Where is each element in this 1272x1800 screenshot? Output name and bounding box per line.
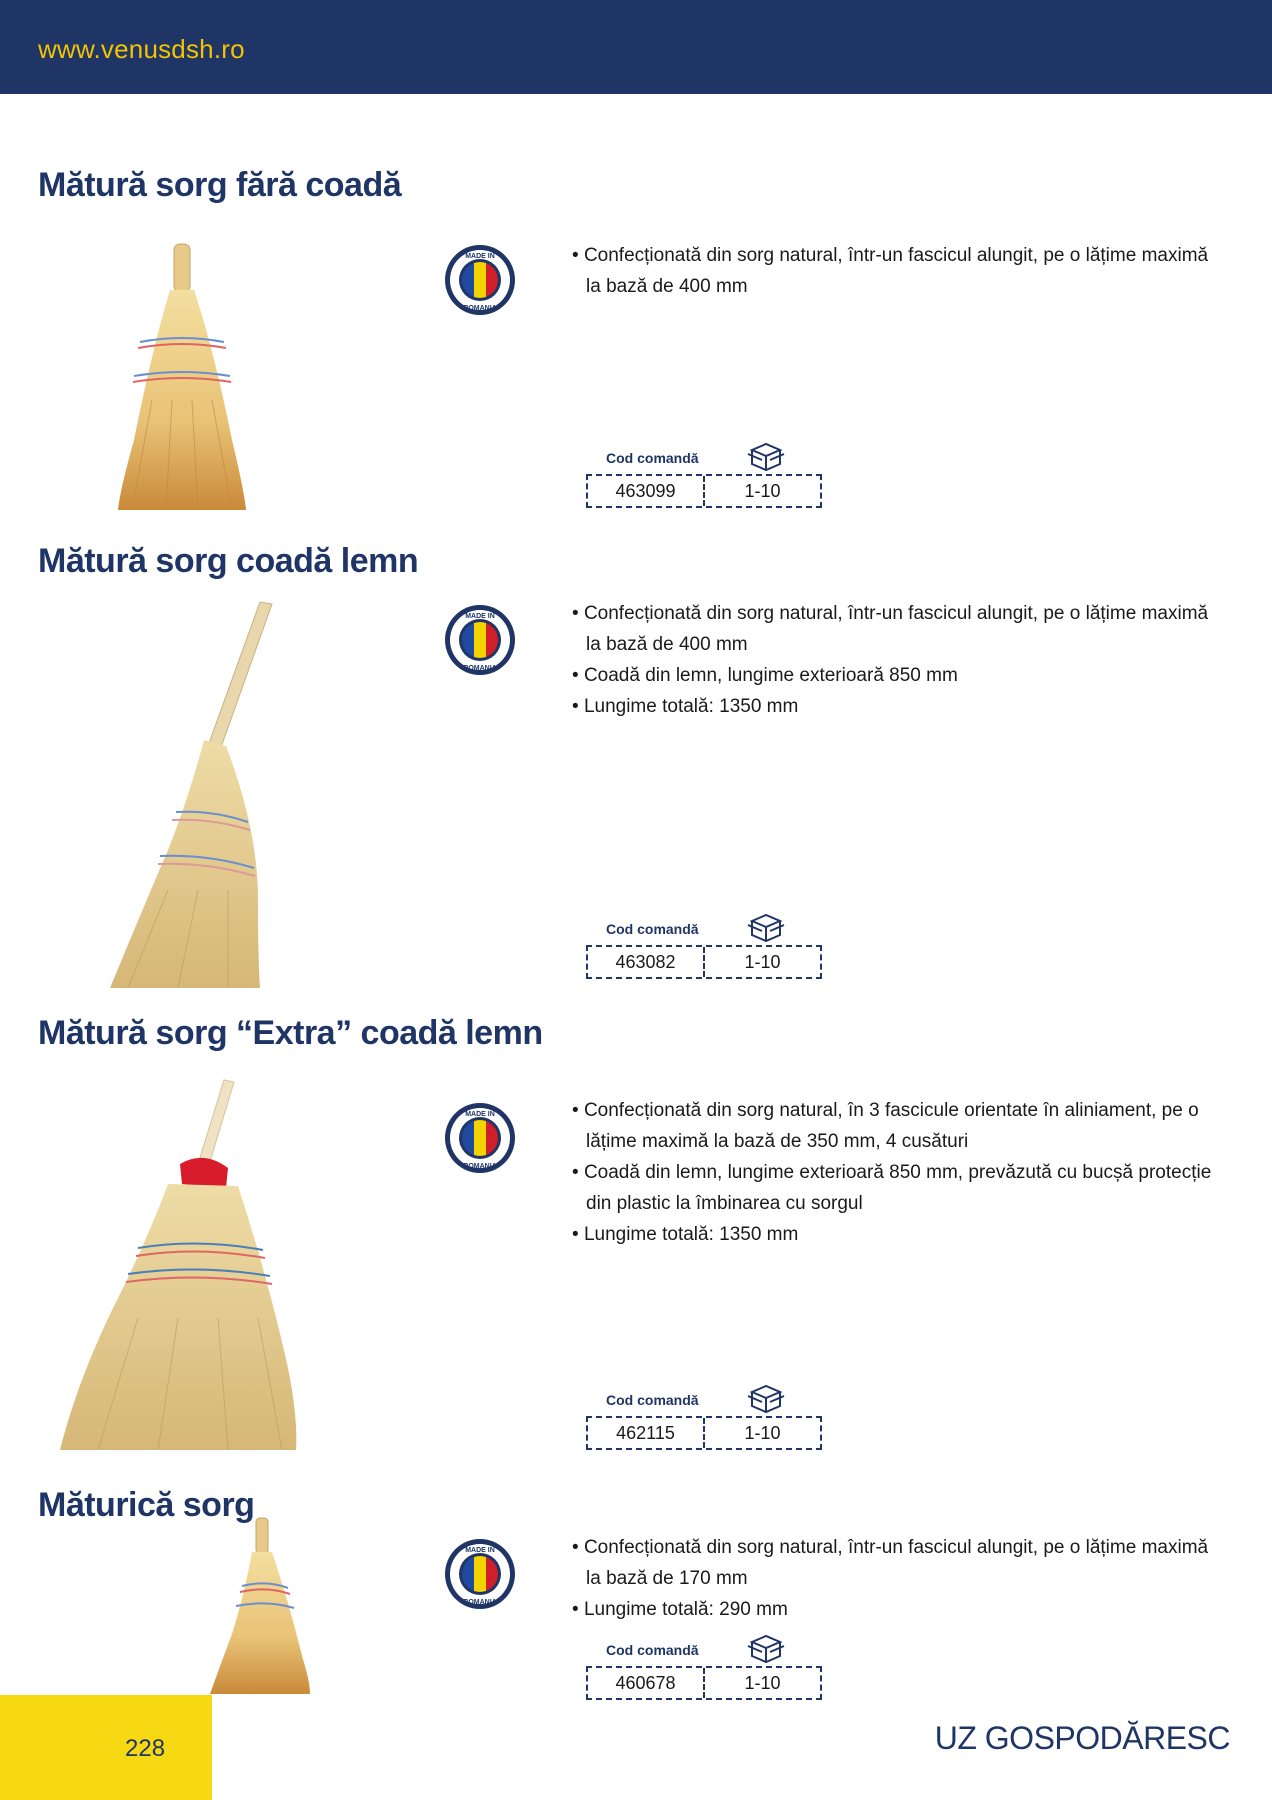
small-broom-image <box>206 1516 316 1696</box>
order-code-label: Cod comandă <box>606 921 699 937</box>
order-grid <box>586 945 822 979</box>
package-box-icon <box>746 440 786 472</box>
order-grid <box>586 1666 822 1700</box>
order-grid <box>586 474 822 508</box>
bullet-item: • Coadă din lemn, lungime exterioară 850 mm, prevăzută cu bucșă protecție din plastic la îmbinarea cu sorgul <box>572 1162 1212 1214</box>
broom-wood-handle-image <box>108 600 288 988</box>
bullet-item: • Coadă din lemn, lungime exterioară 850 mm <box>572 665 958 686</box>
category-label: UZ GOSPODĂRESC <box>934 1720 1230 1756</box>
package-quantity: 1-10 <box>703 476 820 506</box>
package-box-icon <box>746 1632 786 1664</box>
order-code-label: Cod comandă <box>606 1642 699 1658</box>
bullet-item: • Lungime totală: 1350 mm <box>572 696 799 717</box>
svg-text:ROMANIA: ROMANIA <box>463 1599 497 1606</box>
package-box-icon <box>746 1382 786 1414</box>
made-in-romania-badge <box>444 1538 516 1610</box>
product-bullets-2 <box>572 598 1212 722</box>
svg-text:MADE IN: MADE IN <box>465 1547 495 1554</box>
package-quantity: 1-10 <box>703 947 820 977</box>
product-code: 462115 <box>616 1422 675 1443</box>
bullet-item: • Confecționată din sorg natural, în 3 fascicule orientate în aliniament, pe o lățime maximă la bază de 350 mm, 4 cusături <box>572 1100 1199 1152</box>
svg-text:ROMANIA: ROMANIA <box>463 665 497 672</box>
package-quantity: 1-10 <box>703 1668 820 1698</box>
svg-text:ROMANIA: ROMANIA <box>463 305 497 312</box>
svg-text:MADE IN: MADE IN <box>465 613 495 620</box>
product-code: 463082 <box>615 951 676 972</box>
product-title-4: Măturică sorg <box>38 1486 255 1524</box>
product-title-3: Mătură sorg “Extra” coadă lemn <box>38 1014 543 1052</box>
svg-text:MADE IN: MADE IN <box>465 253 495 260</box>
bullet-item: • Lungime totală: 290 mm <box>572 1599 788 1620</box>
bullet-item: • Lungime totală: 1350 mm <box>572 1224 799 1245</box>
svg-text:MADE IN: MADE IN <box>465 1111 495 1118</box>
bullet-item: • Confecționată din sorg natural, într-un fascicul alungit, pe o lățime maximă la bază de 170 mm <box>572 1537 1209 1589</box>
page-header <box>0 0 1272 94</box>
order-code-label: Cod comandă <box>606 450 699 466</box>
package-box-icon <box>746 911 786 943</box>
product-title-1: Mătură sorg fără coadă <box>38 166 402 204</box>
package-quantity: 1-10 <box>703 1418 820 1448</box>
svg-text:ROMANIA: ROMANIA <box>463 1163 497 1170</box>
product-bullets-4 <box>572 1532 1212 1625</box>
product-code: 460678 <box>615 1672 676 1693</box>
bullet-item: • Confecționată din sorg natural, într-un fascicul alungit, pe o lățime maximă la bază de 400 mm <box>572 245 1209 297</box>
broom-extra-wood-handle-image <box>58 1078 308 1454</box>
made-in-romania-badge <box>444 604 516 676</box>
bullet-item: • Confecționată din sorg natural, într-un fascicul alungit, pe o lățime maximă la bază de 400 mm <box>572 603 1209 655</box>
order-grid <box>586 1416 822 1450</box>
made-in-romania-badge <box>444 1102 516 1174</box>
product-title-2: Mătură sorg coadă lemn <box>38 542 419 580</box>
page-number: 228 <box>125 1735 166 1762</box>
broom-no-handle-image <box>112 240 252 515</box>
made-in-romania-badge <box>444 244 516 316</box>
page-number-tab <box>0 1695 212 1800</box>
website-url[interactable]: www.venusdsh.ro <box>38 34 245 64</box>
product-bullets-3 <box>572 1095 1212 1250</box>
product-code: 463099 <box>615 480 676 501</box>
product-bullets-1 <box>572 240 1212 302</box>
order-code-label: Cod comandă <box>606 1392 699 1408</box>
